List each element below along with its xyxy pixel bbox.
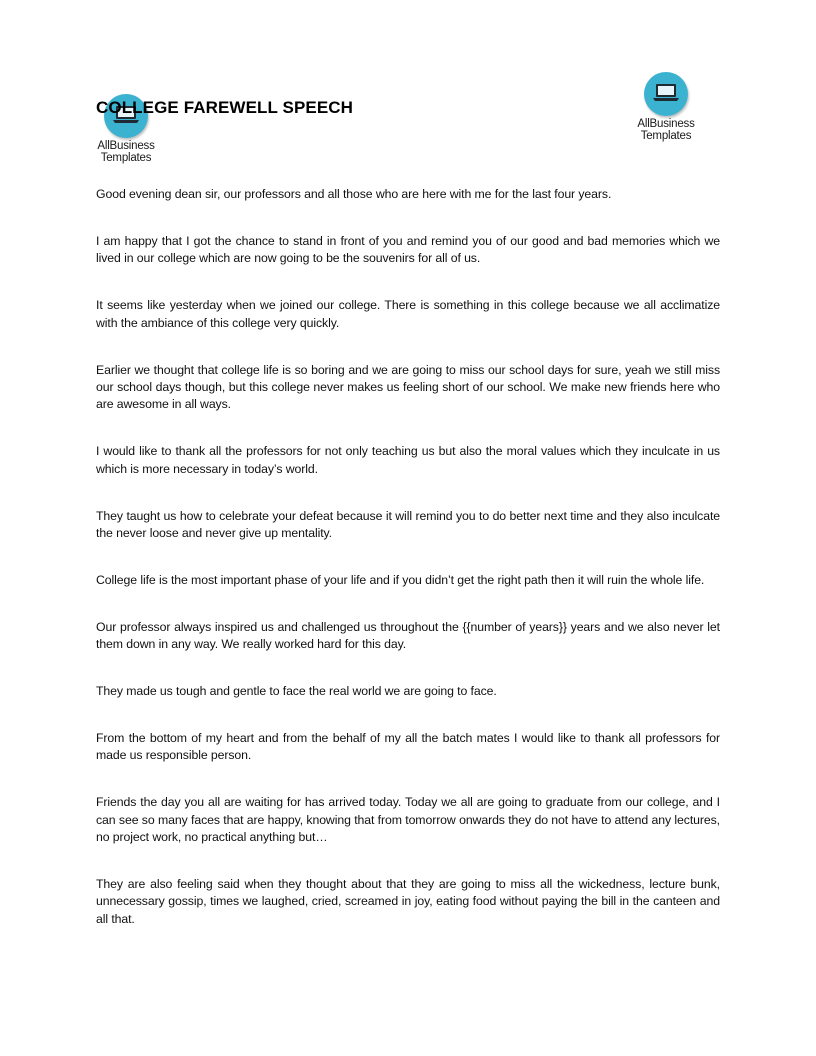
paragraph: They taught us how to celebrate your defeat because it will remind you to do better next time and they also inculcate the never loose and never give up mentality. — [96, 508, 720, 540]
paragraph: It seems like yesterday when we joined our college. There is something in this college because we all acclimatize with the ambiance of this college very quickly. — [96, 298, 720, 330]
speech-body — [96, 186, 720, 958]
document-title: COLLEGE FAREWELL SPEECH — [96, 98, 354, 117]
paragraph: College life is the most important phase of your life and if you didn’t get the right path then it will ruin the whole life. — [96, 572, 705, 587]
laptop-icon — [644, 72, 688, 116]
logo-line1: AllBusiness — [97, 140, 155, 152]
paragraph: I am happy that I got the chance to stand in front of you and remind you of our good and bad memories which we lived in our college which are now going to be the souvenirs for all of us. — [96, 233, 720, 266]
paragraph: I would like to thank all the professors for not only teaching us but also the moral values which they inculcate in us which is more necessary in today’s world. — [96, 444, 720, 476]
logo-text — [86, 140, 166, 164]
logo-line2: Templates — [640, 130, 692, 142]
logo-line2: Templates — [100, 152, 152, 164]
paragraph: They made us tough and gentle to face the real world we are going to face. — [96, 684, 497, 699]
logo-line1: AllBusiness — [637, 118, 695, 130]
logo-text — [626, 118, 706, 142]
paragraph: Friends the day you all are waiting for has arrived today. Today we all are going to graduate from our college, and I can see so many faces that are happy, knowing that from tomorrow onwards they do not have to attend any lectures, no project work, no practical anything but… — [96, 795, 720, 845]
paragraph: Earlier we thought that college life is so boring and we are going to miss our school days for sure, yeah we still miss our school days though, but this college never makes us feeling short of our school. We make new friends here who are awesome in all ways. — [96, 362, 720, 412]
allbusiness-logo-right — [626, 72, 706, 142]
paragraph: They are also feeling said when they thought about that they are going to miss all the wickedness, lecture bunk, unnecessary gossip, times we laughed, cried, screamed in joy, eating food without paying the bill in the canteen and all that. — [96, 877, 720, 926]
paragraph: Good evening dean sir, our professors and all those who are here with me for the last four years. — [96, 187, 612, 201]
paragraph: From the bottom of my heart and from the behalf of my all the batch mates I would like to thank all professors for made us responsible person. — [96, 731, 720, 763]
paragraph: Our professor always inspired us and challenged us throughout the {{number of years}} years and we also never let them down in any way. We really worked hard for this day. — [96, 619, 720, 652]
